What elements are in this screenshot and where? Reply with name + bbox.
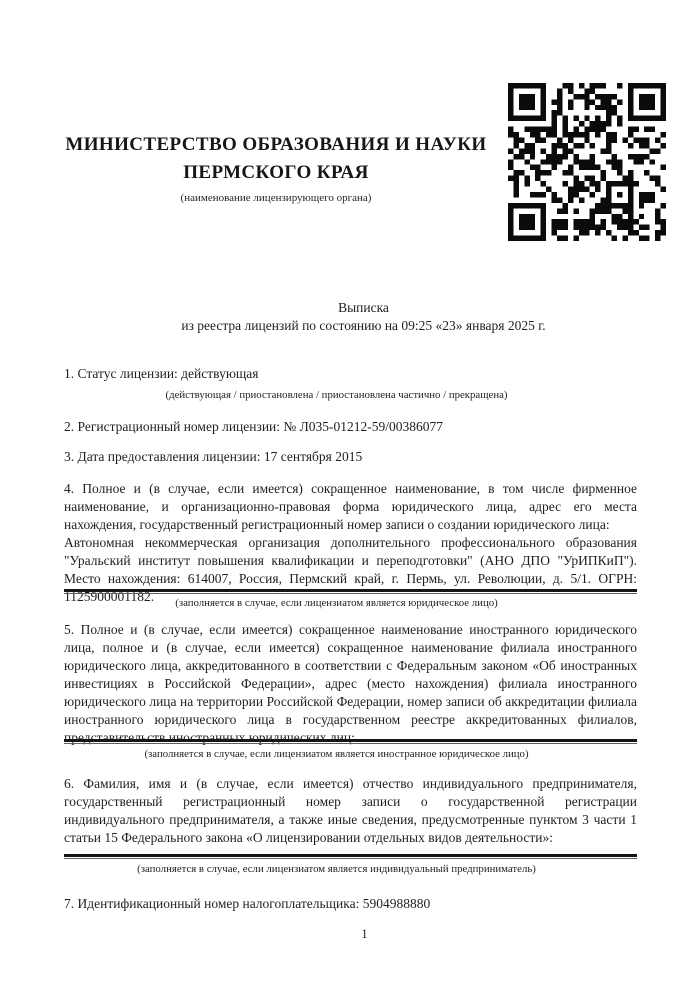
item-1-status: 1. Статус лицензии: действующая bbox=[64, 366, 259, 381]
item-4-question: 4. Полное и (в случае, если имеется) сокращенное наименование, в том числе фирменное наименование, и организационно-правовая форма юридического лица, адрес его места нахождения, государственный регистрационный номер записи о создании юридического лица: bbox=[64, 481, 637, 532]
item-6-caption: (заполняется в случае, если лицензиатом является индивидуальный предприниматель) bbox=[137, 863, 536, 875]
item-4-legal-entity bbox=[64, 480, 637, 606]
item-1-caption: (действующая / приостановлена / приостановлена частично / прекращена) bbox=[165, 389, 508, 401]
item-3-license-date: 3. Дата предоставления лицензии: 17 сентября 2015 bbox=[64, 449, 363, 464]
qr-code-icon bbox=[508, 83, 666, 241]
item-2-registration-number: 2. Регистрационный номер лицензии: № Л035-01212-59/00386077 bbox=[64, 419, 444, 434]
document-title-line1: Выписка bbox=[338, 300, 389, 315]
authority-name-line1: МИНИСТЕРСТВО ОБРАЗОВАНИЯ И НАУКИ bbox=[65, 134, 487, 155]
item-4-fill-line bbox=[64, 589, 637, 594]
authority-name bbox=[62, 131, 490, 187]
item-4-caption: (заполняется в случае, если лицензиатом является юридическое лицо) bbox=[175, 597, 498, 609]
item-6-individual-entrepreneur: 6. Фамилия, имя и (в случае, если имеется) отчество индивидуального предпринимателя, государственный регистрационный номер записи о государственной регистрации индивидуального предпринимателя, а также иные сведения, предусмотренные пунктом 3 части 1 статьи 15 Федерального закона «О лицензировании отдельных видов деятельности»: bbox=[64, 776, 637, 845]
item-5-caption: (заполняется в случае, если лицензиатом является иностранное юридическое лицо) bbox=[144, 748, 529, 760]
item-4-answer: Автономная некоммерческая организация дополнительного профессионального образования "Уральский институт повышения квалификации и переподготовки" (АНО ДПО "УрИПКиП"). Место нахождения: 614007, Россия, Пермский край, г. Пермь, ул. Революции, д. 5/1. ОГРН: 1125900001182. bbox=[64, 535, 637, 604]
item-7-taxpayer-number: 7. Идентификационный номер налогоплательщика: 5904988880 bbox=[64, 896, 431, 911]
qr-code-image bbox=[508, 83, 666, 241]
item-5-fill-line bbox=[64, 739, 637, 744]
document-title bbox=[77, 299, 650, 335]
page-number: 1 bbox=[361, 927, 368, 941]
item-5-foreign-entity: 5. Полное и (в случае, если имеется) сокращенное наименование иностранного юридического лица, полное и (в случае, если имеется) сокращенное наименование филиала иностранного юридического лица, аккредитованного в соответствии с Федеральным законом «Об иностранных инвестициях в Российской Федерации», адрес (место нахождения) филиала иностранного юридического лица на территории Российской Федерации, номер записи об аккредитации филиала иностранного юридического лица в государственном реестре аккредитованных филиалов, представительств иностранных юридических лиц: bbox=[64, 622, 637, 745]
authority-name-caption: (наименование лицензирующего органа) bbox=[180, 192, 372, 204]
licensing-authority-header bbox=[62, 131, 490, 204]
authority-name-line2: ПЕРМСКОГО КРАЯ bbox=[183, 162, 369, 183]
item-6-fill-line bbox=[64, 854, 637, 859]
document-title-line2: из реестра лицензий по состоянию на 09:25 «23» января 2025 г. bbox=[181, 318, 546, 333]
